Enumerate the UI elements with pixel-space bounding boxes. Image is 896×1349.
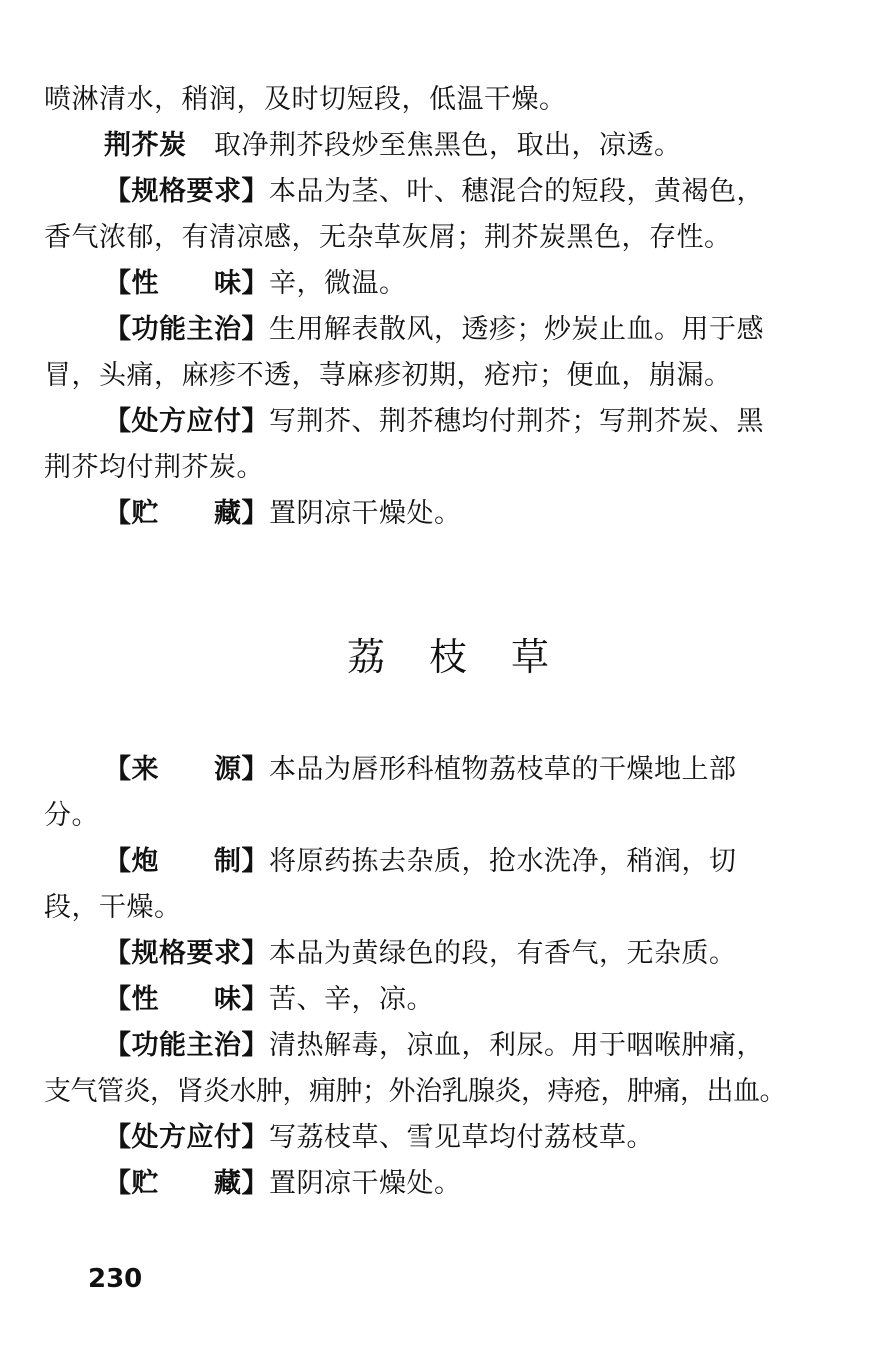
field-label: 【来 源】 <box>104 754 269 785</box>
text-line: 荆芥均付荆芥炭。 <box>44 452 264 483</box>
storage-line: 【贮 藏】置阴凉干燥处。 <box>104 498 462 529</box>
field-label: 【性 味】 <box>104 268 269 299</box>
spec-line: 【规格要求】本品为黄绿色的段，有香气，无杂质。 <box>104 938 737 969</box>
field-label: 【贮 藏】 <box>104 1168 269 1199</box>
field-label: 【规格要求】 <box>104 938 269 969</box>
prescription-line: 【处方应付】写荆芥、荆芥穗均付荆芥；写荆芥炭、黑 <box>104 406 764 437</box>
function-line: 【功能主治】清热解毒，凉血，利尿。用于咽喉肿痛， <box>104 1030 764 1061</box>
storage-line: 【贮 藏】置阴凉干燥处。 <box>104 1168 462 1199</box>
taste-line: 【性 味】辛，微温。 <box>104 268 407 299</box>
taste-line: 【性 味】苦、辛，凉。 <box>104 984 434 1015</box>
text-line: 分。 <box>44 800 99 831</box>
function-line: 【功能主治】生用解表散风，透疹；炒炭止血。用于感 <box>104 314 764 345</box>
prescription-line: 【处方应付】写荔枝草、雪见草均付荔枝草。 <box>104 1122 654 1153</box>
text-line: 喷淋清水，稍润，及时切短段，低温干燥。 <box>44 84 567 115</box>
text-line: 段，干燥。 <box>44 892 182 923</box>
text-line: 香气浓郁，有清凉感，无杂草灰屑；荆芥炭黑色，存性。 <box>44 222 732 253</box>
spec-line: 【规格要求】本品为茎、叶、穗混合的短段，黄褐色， <box>104 176 764 207</box>
field-label: 【处方应付】 <box>104 1122 269 1153</box>
field-label: 【性 味】 <box>104 984 269 1015</box>
field-label: 【功能主治】 <box>104 1030 269 1061</box>
field-label: 【贮 藏】 <box>104 498 269 529</box>
field-label: 【处方应付】 <box>104 406 269 437</box>
text-line: 冒，头痛，麻疹不透，荨麻疹初期，疮疖；便血，崩漏。 <box>44 360 732 391</box>
field-label: 【功能主治】 <box>104 314 269 345</box>
entry-heading: 荆芥炭 <box>104 130 187 161</box>
field-label: 【炮 制】 <box>104 846 269 877</box>
text-line: 支气管炎，肾炎水肿，痈肿；外治乳腺炎，痔疮，肿痛，出血。 <box>44 1076 786 1107</box>
charcoal-entry: 荆芥炭 取净荆芥段炒至焦黑色，取出，凉透。 <box>104 130 682 161</box>
field-label: 【规格要求】 <box>104 176 269 207</box>
section-title: 荔枝草 <box>346 635 593 679</box>
source-line: 【来 源】本品为唇形科植物荔枝草的干燥地上部 <box>104 754 737 785</box>
processing-line: 【炮 制】将原药拣去杂质，抢水洗净，稍润，切 <box>104 846 737 877</box>
page-number: 230 <box>88 1264 143 1294</box>
